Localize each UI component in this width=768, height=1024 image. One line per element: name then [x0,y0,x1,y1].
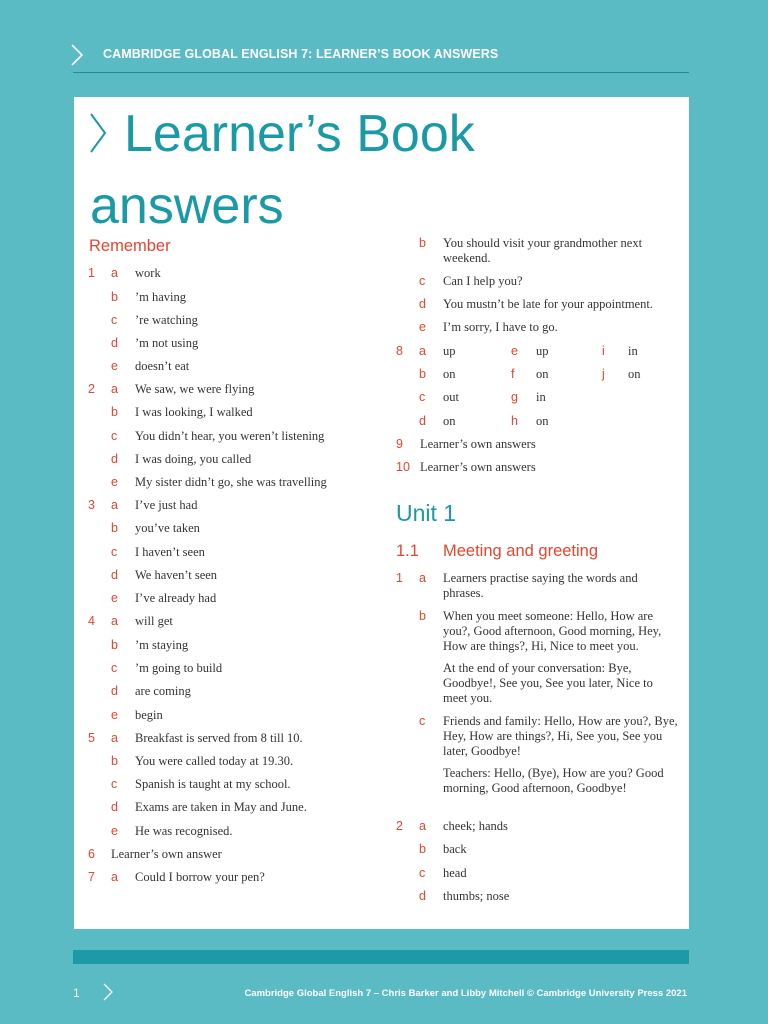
answer-text: up [536,344,549,358]
answer-text: Can I help you? [443,274,523,288]
answer-text: You should visit your grandmother next weekend. [443,236,643,265]
question-number: 9 [396,437,403,451]
answer-text: I was doing, you called [135,452,252,466]
answer-letter: a [419,819,426,833]
question-number: 1 [396,571,403,585]
answer-text: up [443,344,456,358]
answer-letter: d [111,452,118,466]
answer-text: out [443,390,459,404]
answer-letter: c [419,390,426,404]
answer-letter: b [419,609,426,623]
answer-letter: a [419,344,426,358]
answer-text: you’ve taken [135,521,200,535]
question-number: 7 [88,870,95,884]
question-number: 4 [88,614,95,628]
answer-text: ’m not using [135,336,199,350]
answer-letter: d [111,336,118,350]
header-divider [73,72,689,73]
answer-text: head [443,866,467,880]
footer-copyright: Cambridge Global English 7 – Chris Barker and Libby Mitchell © Cambridge University Press 2021 [244,988,687,999]
answer-letter: e [511,344,518,358]
answer-letter: e [111,824,118,838]
answer-text: At the end of your conversation: Bye, Goodbye!, See you, See you later, Nice to meet you. [443,661,653,705]
answer-text: on [443,367,456,381]
question-number: 8 [396,344,403,358]
answer-letter: a [419,571,426,585]
answer-letter: b [111,521,118,535]
answer-text: You mustn’t be late for your appointment. [443,297,653,311]
answer-text: We haven’t seen [135,568,218,582]
answer-letter: d [419,889,426,903]
answer-text: He was recognised. [135,824,233,838]
answer-letter: b [419,842,426,856]
question-number: 2 [396,819,403,833]
answer-letter: e [111,475,118,489]
answer-text: I haven’t seen [135,545,205,559]
answer-letter: c [419,274,426,288]
answer-text: Friends and family: Hello, How are you?, Bye, Hey, How are things?, Hi, See you, See you later, Goodbye! [443,714,678,758]
answer-text: My sister didn’t go, she was travelling [135,475,327,489]
answer-letter: b [419,236,426,250]
answer-letter: f [511,367,515,381]
answer-letter: h [511,414,518,428]
answer-text: on [536,367,549,381]
answer-text: cheek; hands [443,819,508,833]
answer-text: back [443,842,467,856]
answer-text: We saw, we were flying [135,382,255,396]
question-number: 6 [88,847,95,861]
chevron-right-icon [70,44,84,66]
chevron-right-icon [89,112,107,154]
answer-text: will get [135,614,173,628]
answer-text: Could I borrow your pen? [135,870,265,884]
answer-text: Spanish is taught at my school. [135,777,291,791]
answer-letter: c [111,313,118,327]
answer-letter: j [602,367,605,381]
chevron-right-icon [103,983,113,1001]
answer-text: Learner’s own answers [420,460,536,474]
question-number: 5 [88,731,95,745]
answer-letter: i [602,344,605,358]
question-number: 10 [396,460,410,474]
page-number: 1 [73,986,80,1000]
unit-heading: Unit 1 [396,500,457,526]
answer-letter: e [419,320,426,334]
answer-letter: e [111,591,118,605]
question-number: 1 [88,266,95,280]
answer-letter: c [419,714,426,728]
answer-letter: a [111,382,118,396]
answer-text: thumbs; nose [443,889,510,903]
answer-text: I’ve already had [135,591,217,605]
answer-letter: a [111,870,118,884]
answer-text: begin [135,708,163,722]
answer-letter: b [111,638,118,652]
answer-text: ’re watching [135,313,198,327]
answer-text: ’m staying [135,638,189,652]
question-number: 2 [88,382,95,396]
answer-letter: d [111,684,118,698]
answer-letter: d [419,297,426,311]
page-title-line-2: answers [90,177,284,235]
answer-text: on [628,367,641,381]
answer-letter: d [111,568,118,582]
answer-letter: c [111,661,118,675]
answer-letter: g [511,390,518,404]
answer-letter: a [111,266,118,280]
answer-letter: a [111,731,118,745]
answer-text: ’m having [135,290,187,304]
answer-letter: b [111,754,118,768]
answer-text: Breakfast is served from 8 till 10. [135,731,303,745]
footer-bar [73,950,689,964]
running-header: CAMBRIDGE GLOBAL ENGLISH 7: LEARNER’S BOOK ANSWERS [103,47,499,61]
page-title-line-1: Learner’s Book [124,105,475,163]
answer-text: in [628,344,638,358]
answer-text: You didn’t hear, you weren’t listening [135,429,325,443]
answer-text: Learners practise saying the words and phrases. [443,571,638,600]
answer-letter: c [111,545,118,559]
answer-text: on [443,414,456,428]
answer-text: I’ve just had [135,498,198,512]
answer-text: doesn’t eat [135,359,190,373]
answer-letter: d [111,800,118,814]
answer-letter: a [111,614,118,628]
answer-letter: a [111,498,118,512]
answer-letter: e [111,359,118,373]
answer-text: ’m going to build [135,661,223,675]
answer-text: are coming [135,684,191,698]
answer-text: Learner’s own answer [111,847,222,861]
answer-text: Exams are taken in May and June. [135,800,307,814]
answer-text: in [536,390,546,404]
answer-letter: d [419,414,426,428]
lesson-number: 1.1 [396,542,419,560]
answer-letter: b [111,290,118,304]
section-heading-remember: Remember [89,237,171,255]
answer-letter: e [111,708,118,722]
answer-text: on [536,414,549,428]
lesson-title: Meeting and greeting [443,542,599,560]
question-number: 3 [88,498,95,512]
answer-letter: b [419,367,426,381]
answer-text: I was looking, I walked [135,405,253,419]
answer-text: work [135,266,161,280]
answer-letter: c [111,777,118,791]
answer-text: Learner’s own answers [420,437,536,451]
answer-text: When you meet someone: Hello, How are you?, Good afternoon, Good morning, Hey, How are things?, Hi, Nice to meet you. [443,609,662,653]
answer-letter: b [111,405,118,419]
answer-text: You were called today at 19.30. [135,754,294,768]
answer-text: I’m sorry, I have to go. [443,320,558,334]
answer-letter: c [419,866,426,880]
answer-letter: c [111,429,118,443]
answer-text: Teachers: Hello, (Bye), How are you? Good morning, Good afternoon, Goodbye! [443,766,664,795]
